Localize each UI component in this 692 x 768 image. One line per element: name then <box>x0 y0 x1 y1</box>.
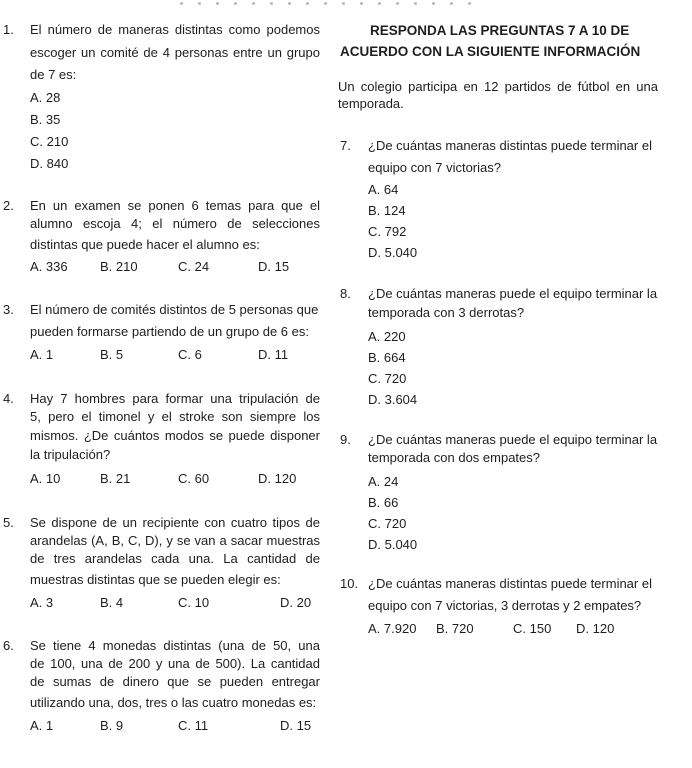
question-text-line: temporada con 3 derrotas? <box>368 305 525 320</box>
question-text-line: alumno escoja 4; el número de selecciones <box>30 216 320 231</box>
question-number: 10. <box>340 576 359 591</box>
question-text-line: Se dispone de un recipiente con cuatro tipos de <box>30 515 320 530</box>
answer-option-d[interactable]: D. 15 <box>258 259 290 274</box>
question-text-line: Hay 7 hombres para formar una tripulación de <box>30 391 320 406</box>
rule-dot <box>198 2 201 5</box>
answer-option-c[interactable]: C. 6 <box>178 347 202 362</box>
answer-option-c[interactable]: C. 150 <box>513 621 552 636</box>
question-text-line: arandelas (A, B, C, D), y se van a sacar muestras <box>30 533 320 548</box>
rule-dot <box>378 2 381 5</box>
question-text-line: de tres arandelas cada una. La cantidad de <box>30 551 320 566</box>
answer-option-a[interactable]: A. 1 <box>30 718 54 733</box>
question-text-line: distintas que puede hacer el alumno es: <box>30 237 260 252</box>
rule-dot <box>360 2 363 5</box>
answer-option-b[interactable]: B. 210 <box>100 259 138 274</box>
answer-option-d[interactable]: D. 5.040 <box>368 245 418 260</box>
answer-option-b[interactable]: B. 5 <box>100 347 124 362</box>
question-number: 1. <box>3 22 14 37</box>
answer-option-a[interactable]: A. 10 <box>30 471 61 486</box>
question-number: 4. <box>3 391 14 406</box>
question-text-line: la tripulación? <box>30 447 111 462</box>
question-text-line: Se tiene 4 monedas distintas (una de 50, una <box>30 638 320 653</box>
answer-option-b[interactable]: B. 124 <box>368 203 406 218</box>
question-number: 6. <box>3 638 14 653</box>
rule-dot <box>468 2 471 5</box>
question-number: 7. <box>340 138 351 153</box>
question-text-line: 5, pero el timonel y el stroke son siempre los <box>30 409 320 424</box>
answer-option-a[interactable]: A. 64 <box>368 182 399 197</box>
rule-dot <box>180 2 183 5</box>
rule-dot <box>450 2 453 5</box>
rule-dot <box>270 2 273 5</box>
answer-option-a[interactable]: A. 7.920 <box>368 621 417 636</box>
rule-dot <box>234 2 237 5</box>
question-text-line: En un examen se ponen 6 temas para que el <box>30 198 320 213</box>
question-text-line: de 7 es: <box>30 67 77 82</box>
answer-option-a[interactable]: A. 28 <box>30 90 61 105</box>
question-text-line: de sumas de dinero que se pueden entregar <box>30 674 320 689</box>
question-number: 5. <box>3 515 14 530</box>
answer-option-d[interactable]: D. 15 <box>280 718 312 733</box>
question-text-line: utilizando una, dos, tres o las cuatro monedas es: <box>30 695 317 710</box>
answer-option-b[interactable]: B. 35 <box>30 112 61 127</box>
answer-option-d[interactable]: D. 20 <box>280 595 312 610</box>
question-number: 9. <box>340 432 351 447</box>
question-text-line: El número de comités distintos de 5 personas que <box>30 302 319 317</box>
answer-option-b[interactable]: B. 9 <box>100 718 124 733</box>
question-text-line: ¿De cuántas maneras distintas puede terminar el <box>368 576 652 591</box>
question-number: 2. <box>3 198 14 213</box>
question-text-line: equipo con 7 victorias, 3 derrotas y 2 empates? <box>368 598 642 613</box>
rule-dot <box>432 2 435 5</box>
answer-option-d[interactable]: D. 120 <box>576 621 615 636</box>
info-text-line: Un colegio participa en 12 partidos de fútbol en una <box>338 79 658 94</box>
answer-option-a[interactable]: A. 3 <box>30 595 54 610</box>
answer-option-b[interactable]: B. 4 <box>100 595 124 610</box>
rule-dot <box>414 2 417 5</box>
answer-option-c[interactable]: C. 60 <box>178 471 210 486</box>
section-title-line: RESPONDA LAS PREGUNTAS 7 A 10 DE <box>370 23 630 38</box>
top-dotted-rule <box>180 0 480 8</box>
answer-option-b[interactable]: B. 720 <box>436 621 474 636</box>
question-text-line: ¿De cuántas maneras puede el equipo terminar la <box>368 286 658 301</box>
rule-dot <box>288 2 291 5</box>
rule-dot <box>342 2 345 5</box>
answer-option-d[interactable]: D. 3.604 <box>368 392 418 407</box>
answer-option-d[interactable]: D. 11 <box>258 347 289 362</box>
answer-option-c[interactable]: C. 10 <box>178 595 210 610</box>
question-text-line: pueden formarse partiendo de un grupo de 6 es: <box>30 324 309 339</box>
answer-option-c[interactable]: C. 792 <box>368 224 407 239</box>
question-text-line: escoger un comité de 4 personas entre un grupo <box>30 45 320 60</box>
rule-dot <box>396 2 399 5</box>
answer-option-b[interactable]: B. 664 <box>368 350 406 365</box>
answer-option-c[interactable]: C. 210 <box>30 134 69 149</box>
answer-option-c[interactable]: C. 24 <box>178 259 210 274</box>
question-text-line: mismos. ¿De cuántos modos se puede disponer <box>30 428 320 443</box>
question-text-line: de 100, una de 200 y una de 500). La cantidad <box>30 656 320 671</box>
rule-dot <box>252 2 255 5</box>
answer-option-c[interactable]: C. 720 <box>368 516 407 531</box>
question-text-line: muestras distintas que se pueden elegir es: <box>30 572 281 587</box>
question-text-line: equipo con 7 victorias? <box>368 160 501 175</box>
question-text-line: temporada con dos empates? <box>368 450 540 465</box>
question-text-line: El número de maneras distintas como podemos <box>30 22 320 37</box>
answer-option-a[interactable]: A. 336 <box>30 259 68 274</box>
question-number: 3. <box>3 302 14 317</box>
question-text-line: ¿De cuántas maneras distintas puede terminar el <box>368 138 652 153</box>
rule-dot <box>324 2 327 5</box>
answer-option-b[interactable]: B. 66 <box>368 495 399 510</box>
answer-option-a[interactable]: A. 1 <box>30 347 54 362</box>
answer-option-c[interactable]: C. 720 <box>368 371 407 386</box>
question-text-line: ¿De cuántas maneras puede el equipo terminar la <box>368 432 658 447</box>
answer-option-c[interactable]: C. 11 <box>178 718 209 733</box>
section-title-line: ACUERDO CON LA SIGUIENTE INFORMACIÓN <box>340 44 641 59</box>
answer-option-b[interactable]: B. 21 <box>100 471 131 486</box>
info-text-line: temporada. <box>338 96 404 111</box>
answer-option-d[interactable]: D. 840 <box>30 156 69 171</box>
answer-option-a[interactable]: A. 220 <box>368 329 406 344</box>
question-number: 8. <box>340 286 351 301</box>
answer-option-a[interactable]: A. 24 <box>368 474 399 489</box>
answer-option-d[interactable]: D. 5.040 <box>368 537 418 552</box>
answer-option-d[interactable]: D. 120 <box>258 471 297 486</box>
rule-dot <box>306 2 309 5</box>
rule-dot <box>216 2 219 5</box>
